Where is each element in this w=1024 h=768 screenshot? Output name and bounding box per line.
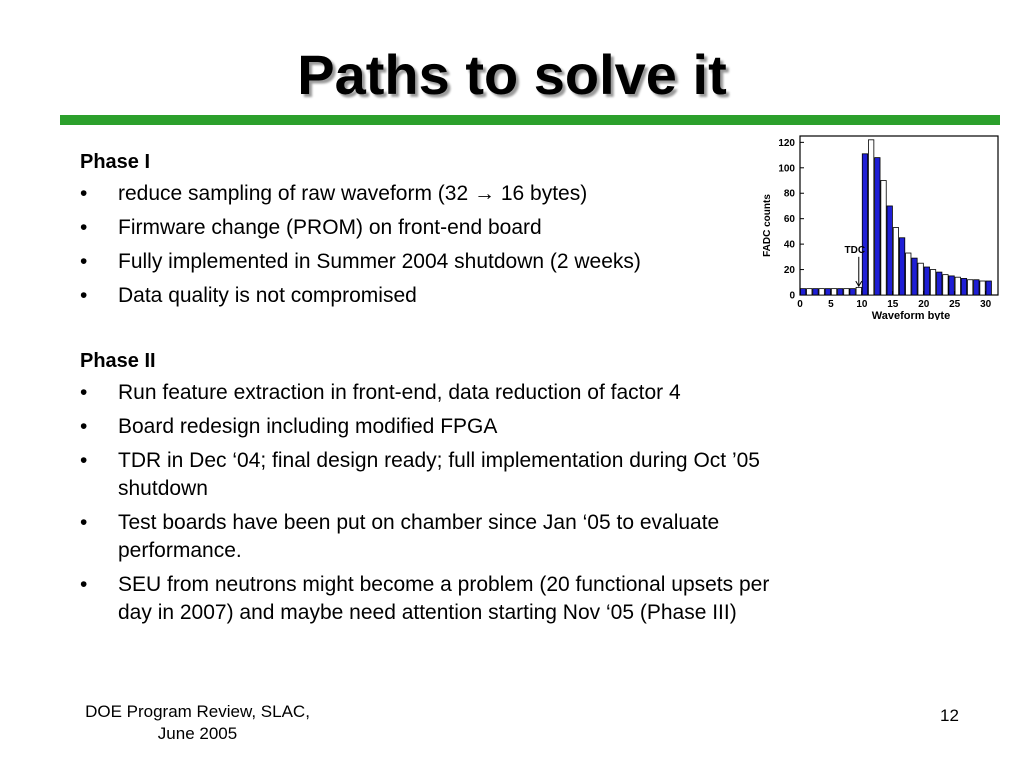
chart-bar [912, 258, 917, 295]
x-tick-label: 0 [797, 299, 803, 310]
chart-bar [986, 281, 991, 295]
phase-2-bullet-3: • TDR in Dec ‘04; final design ready; full implementation during Oct ’05 shutdown [80, 447, 795, 503]
y-tick-label: 40 [783, 239, 795, 251]
phase-1-heading: Phase I [80, 151, 151, 173]
chart-bar [825, 289, 830, 295]
chart-bar [850, 289, 855, 295]
phase-2-bullet-5: • SEU from neutrons might become a problem (20 functional upsets per day in 2007) and maybe need attention starting Nov ‘05 (Phase III) [80, 571, 795, 627]
chart-bar [961, 278, 966, 295]
x-tick-label: 15 [887, 299, 899, 310]
phase-1-bullet-3: • Fully implemented in Summer 2004 shutdown (2 weeks) [80, 248, 795, 276]
phase-2-bullet-2: • Board redesign including modified FPGA [80, 413, 795, 441]
chart-bar [974, 280, 979, 295]
chart-bar [831, 289, 836, 295]
tdc-annotation: TDC [844, 245, 866, 257]
bullet-text-start: reduce sampling of raw waveform (32 [118, 182, 474, 205]
title-divider [60, 115, 1000, 125]
footer-event-line-1: DOE Program Review, SLAC, [85, 702, 310, 721]
chart-bar [800, 289, 805, 295]
chart-bar [906, 253, 911, 295]
page-number: 12 [940, 706, 959, 725]
slide-body [80, 148, 795, 627]
chart-bar [862, 154, 867, 295]
x-tick-label: 30 [980, 299, 992, 310]
fadc-waveform-chart [748, 130, 1004, 320]
phase-1-bullets [80, 180, 795, 310]
bullet-text-end: 16 bytes) [495, 182, 588, 205]
chart-bar [813, 289, 818, 295]
phase-1-bullet-4: • Data quality is not compromised [80, 282, 795, 310]
chart-bar [838, 289, 843, 295]
x-axis-label: Waveform byte [871, 310, 951, 320]
phase-2-bullet-1: • Run feature extraction in front-end, data reduction of factor 4 [80, 379, 795, 407]
x-tick-label: 25 [949, 299, 961, 310]
chart-bar [887, 206, 892, 295]
chart-bar [943, 275, 948, 295]
chart-bar [980, 281, 985, 295]
y-tick-label: 20 [783, 265, 795, 277]
chart-bar [875, 158, 880, 295]
footer-event [50, 701, 345, 745]
slide-title: Paths to solve it [297, 43, 727, 106]
y-axis-label: FADC counts [762, 194, 773, 257]
y-tick-label: 120 [778, 137, 795, 149]
y-tick-label: 0 [789, 290, 795, 302]
chart-bar [856, 287, 861, 295]
chart-bar [955, 277, 960, 295]
chart-bar [924, 267, 929, 295]
chart-bar [937, 272, 942, 295]
chart-bar [893, 228, 898, 295]
x-tick-label: 20 [918, 299, 930, 310]
chart-bar [844, 289, 849, 295]
chart-bar [918, 263, 923, 295]
chart-bar [807, 289, 812, 295]
y-tick-label: 80 [783, 188, 795, 200]
chart-bar [930, 270, 935, 295]
footer-event-line-2: June 2005 [157, 724, 238, 743]
chart-bar [881, 181, 886, 295]
chart-bar [819, 289, 824, 295]
y-tick-label: 60 [783, 214, 795, 226]
chart-bar [899, 238, 904, 295]
chart-bar [967, 280, 972, 295]
phase-1-bullet-1 [80, 180, 795, 208]
right-arrow-symbol: → [474, 182, 495, 205]
x-tick-label: 10 [856, 299, 868, 310]
x-tick-label: 5 [828, 299, 834, 310]
phase-2-heading: Phase II [80, 350, 156, 372]
chart-bar [868, 140, 873, 295]
phase-2-bullets [80, 379, 795, 627]
phase-2-bullet-4: • Test boards have been put on chamber since Jan ‘05 to evaluate performance. [80, 509, 795, 565]
chart-bar [949, 276, 954, 295]
y-tick-label: 100 [778, 163, 795, 175]
phase-1-bullet-2: • Firmware change (PROM) on front-end board [80, 214, 795, 242]
